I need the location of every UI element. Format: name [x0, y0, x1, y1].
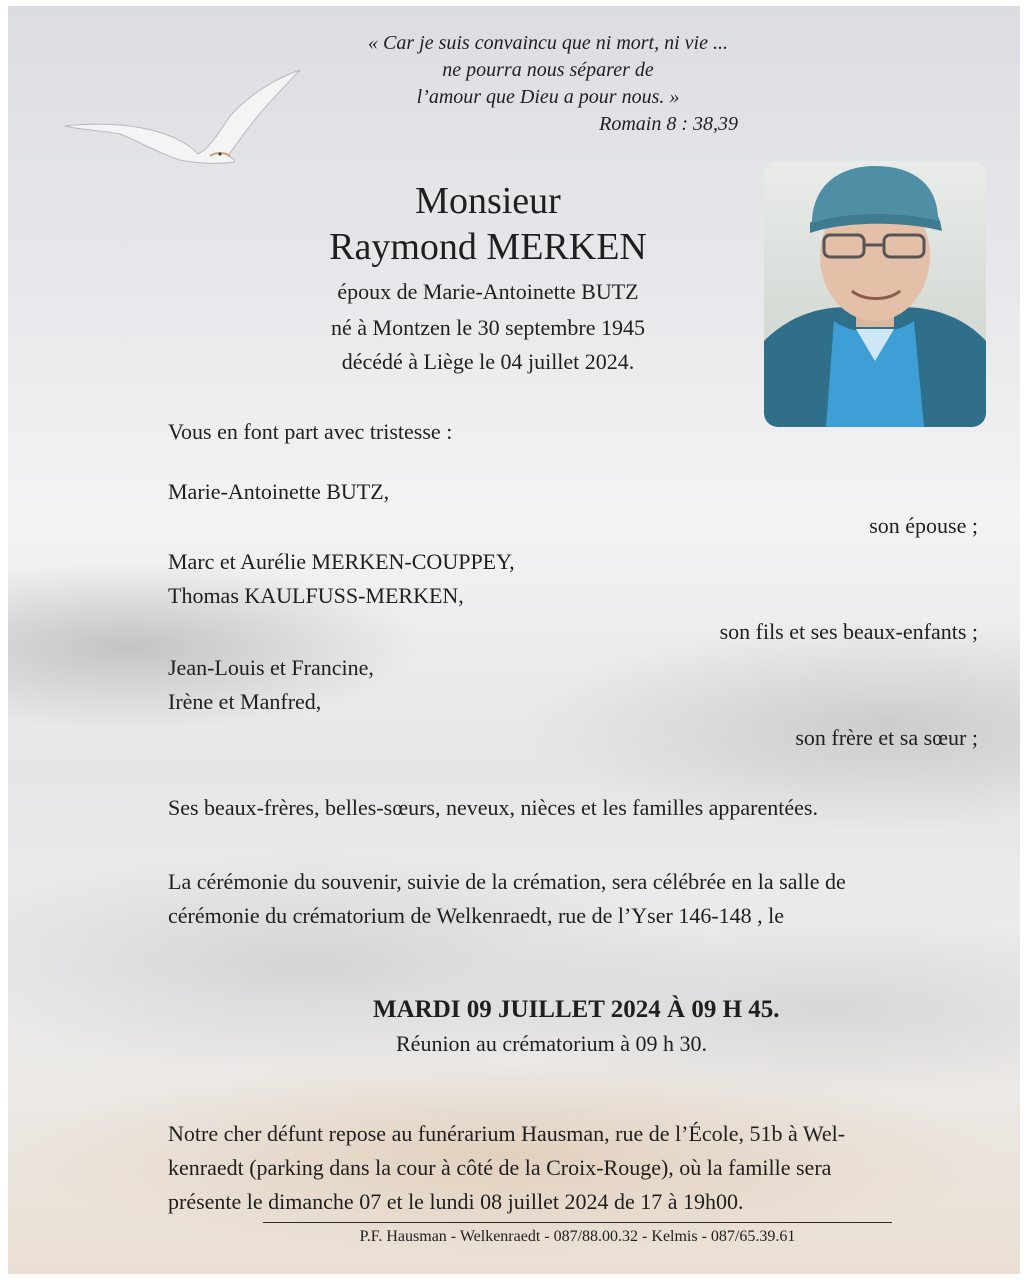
born-line: né à Montzen le 30 septembre 1945: [330, 315, 645, 340]
meeting-time: Réunion au crématorium à 09 h 30.: [396, 1031, 707, 1056]
salutation: Monsieur: [415, 180, 561, 222]
ceremony-line-2: cérémonie du crématorium de Welkenraedt, rue de l’Yser 146-148 , le: [168, 903, 785, 928]
quote-line-3: l’amour que Dieu a pour nous. »: [416, 86, 680, 108]
family-name: Marie-Antoinette BUTZ,: [168, 479, 390, 504]
relation-spouse: son épouse ;: [869, 513, 978, 538]
footer-divider: [263, 1222, 892, 1223]
relation-siblings: son frère et sa sœur ;: [795, 725, 978, 750]
died-line: décédé à Liège le 04 juillet 2024.: [341, 349, 635, 374]
extended-family: Ses beaux-frères, belles-sœurs, neveux, nièces et les familles apparentées.: [168, 795, 818, 820]
ceremony-date-time: MARDI 09 JUILLET 2024 À 09 H 45.: [373, 996, 780, 1023]
portrait-photo: [764, 161, 986, 427]
quote-line-1: « Car je suis convaincu que ni mort, ni vie ...: [368, 32, 728, 54]
footer-text: P.F. Hausman - Welkenraedt - 087/88.00.32 - Kelmis - 087/65.39.61: [359, 1228, 796, 1245]
ceremony-line-1: La cérémonie du souvenir, suivie de la crémation, sera célébrée en la salle de: [168, 869, 846, 894]
family-name: Thomas KAULFUSS-MERKEN,: [168, 583, 464, 608]
quote-line-2: ne pourra nous séparer de: [442, 59, 654, 81]
seagull-image: [60, 64, 310, 174]
deceased-name: Raymond MERKEN: [329, 226, 647, 268]
spouse-line: époux de Marie-Antoinette BUTZ: [337, 279, 639, 304]
visitation-line-2: kenraedt (parking dans la cour à côté de la Croix-Rouge), où la famille sera: [168, 1155, 832, 1180]
visitation-line-3: présente le dimanche 07 et le lundi 08 juillet 2024 de 17 à 19h00.: [168, 1189, 744, 1214]
family-name: Jean-Louis et Francine,: [168, 655, 374, 680]
intro-text: Vous en font part avec tristesse :: [168, 419, 453, 444]
family-name: Irène et Manfred,: [168, 689, 322, 714]
quote-reference: Romain 8 : 38,39: [599, 113, 738, 135]
family-name: Marc et Aurélie MERKEN-COUPPEY,: [168, 549, 515, 574]
relation-son: son fils et ses beaux-enfants ;: [719, 619, 978, 644]
funeral-card: [8, 6, 1020, 1274]
visitation-line-1: Notre cher défunt repose au funérarium Hausman, rue de l’École, 51b à Wel-: [168, 1121, 846, 1146]
